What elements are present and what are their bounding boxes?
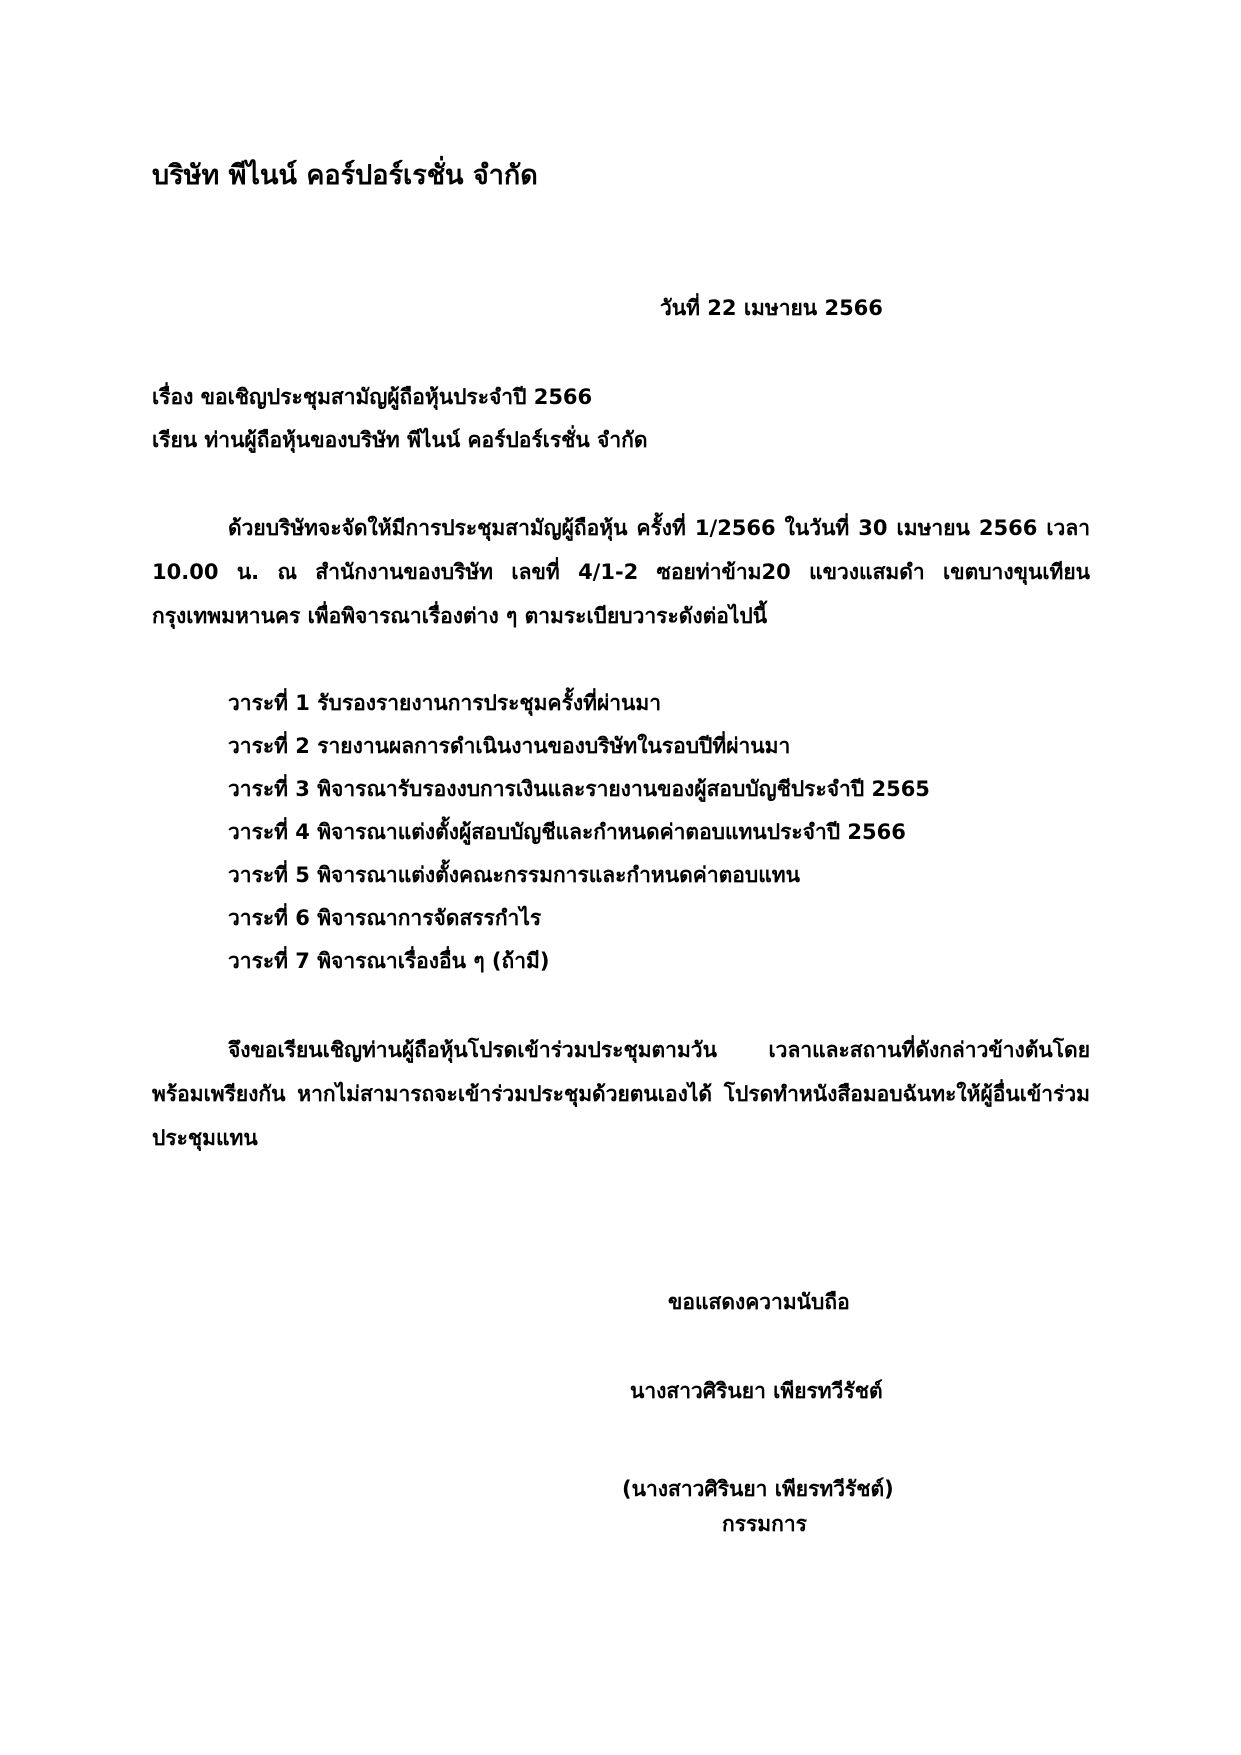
agenda-item: วาระที่ 6 พิจารณาการจัดสรรกำไร [228, 906, 542, 930]
agenda-item: วาระที่ 5 พิจารณาแต่งตั้งคณะกรรมการและกำหนดค่าตอบแทน [228, 863, 800, 887]
letter-date: วันที่ 22 เมษายน 2566 [660, 296, 883, 320]
closing-phrase: ขอแสดงความนับถือ [668, 1290, 850, 1314]
signer-name: (นางสาวศิรินยา เพียรทวีรัชต์) [622, 1477, 894, 1501]
signature: นางสาวศิรินยา เพียรทวีรัชต์ [630, 1379, 883, 1403]
company-name: บริษัท พีไนน์ คอร์ปอร์เรชั่น จำกัด [152, 160, 538, 191]
signer-position: กรรมการ [722, 1512, 807, 1536]
agenda-item: วาระที่ 4 พิจารณาแต่งตั้งผู้สอบบัญชีและกำหนดค่าตอบแทนประจำปี 2566 [228, 820, 906, 844]
agenda-item: วาระที่ 3 พิจารณารับรองงบการเงินและรายงานของผู้สอบบัญชีประจำปี 2565 [228, 777, 930, 801]
agenda-item: วาระที่ 2 รายงานผลการดำเนินงานของบริษัทในรอบปีที่ผ่านมา [228, 734, 791, 758]
invitation-paragraph: จึงขอเรียนเชิญท่านผู้ถือหุ้นโปรดเข้าร่วมประชุมตามวัน เวลาและสถานที่ดังกล่าวข้างต้นโดยพร้อมเพรียงกัน หากไม่สามารถจะเข้าร่วมประชุมด้วยตนเองได้ โปรดทำหนังสือมอบฉันทะให้ผู้อื่นเข้าร่วมประชุมแทน [152, 1038, 1090, 1150]
agenda-item: วาระที่ 7 พิจารณาเรื่องอื่น ๆ (ถ้ามี) [228, 949, 550, 973]
agenda-list [228, 682, 930, 983]
intro-paragraph: ด้วยบริษัทจะจัดให้มีการประชุมสามัญผู้ถือหุ้น ครั้งที่ 1/2566 ในวันที่ 30 เมษายน 2566 เวลา 10.00 น. ณ สำนักงานของบริษัท เลขที่ 4/1-2 ซอยท่าข้าม20 แขวงแสมดำ เขตบางขุนเทียน กรุงเทพมหานคร เพื่อพิจารณาเรื่องต่าง ๆ ตามระเบียบวาระดังต่อไปนี้ [152, 516, 1090, 628]
letter-subject: เรื่อง ขอเชิญประชุมสามัญผู้ถือหุ้นประจำปี 2566 [152, 385, 593, 409]
letter-salutation: เรียน ท่านผู้ถือหุ้นของบริษัท พีไนน์ คอร์ปอร์เรชั่น จำกัด [152, 428, 648, 452]
agenda-item: วาระที่ 1 รับรองรายงานการประชุมครั้งที่ผ่านมา [228, 691, 662, 715]
